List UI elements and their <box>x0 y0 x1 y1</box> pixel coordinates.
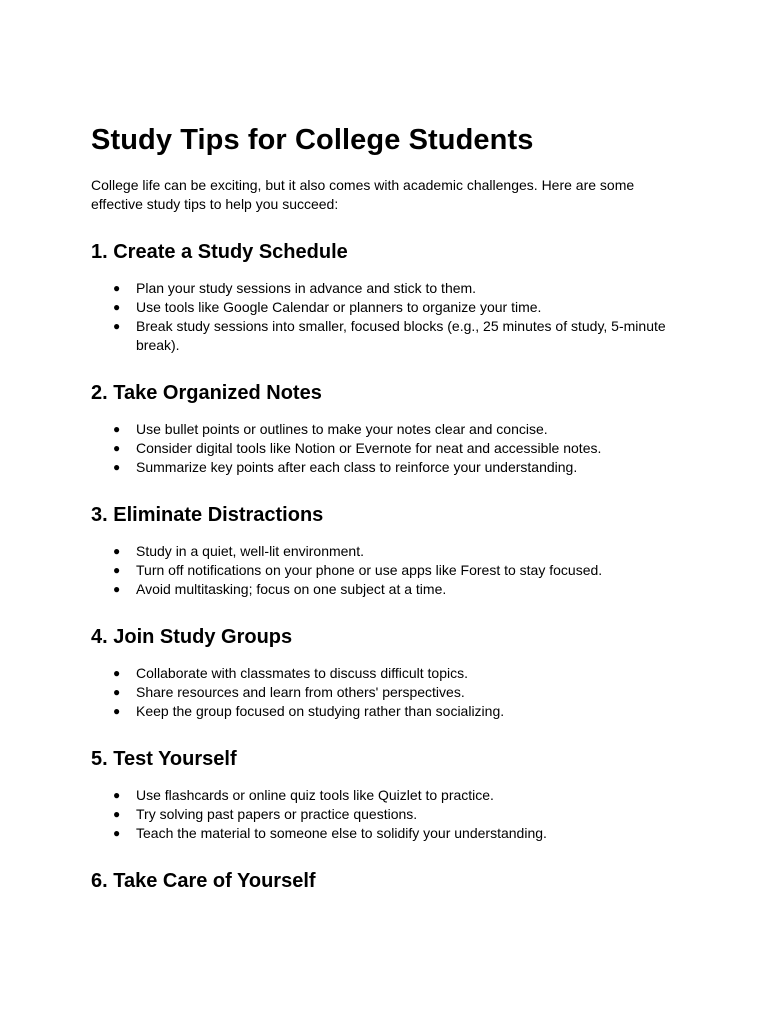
section-eliminate-distractions <box>91 502 681 599</box>
list-item <box>113 683 681 702</box>
bullet-icon: ● <box>113 319 121 333</box>
list-item <box>113 458 681 477</box>
section-heading: 5. Test Yourself <box>91 748 237 770</box>
list-item <box>113 298 681 317</box>
list-item-text: Summarize key points after each class to reinforce your understanding. <box>136 459 578 475</box>
section-heading: 6. Take Care of Yourself <box>91 870 316 892</box>
list-item-text: Try solving past papers or practice questions. <box>136 806 418 822</box>
list-item <box>113 542 681 561</box>
list-item-text: Use bullet points or outlines to make your notes clear and concise. <box>136 421 548 437</box>
bullet-icon: ● <box>113 563 121 577</box>
list-item <box>113 580 681 599</box>
tip-list <box>91 542 681 599</box>
list-item-text: Share resources and learn from others' perspectives. <box>136 684 465 700</box>
section-heading: 3. Eliminate Distractions <box>91 504 324 526</box>
list-item <box>113 561 681 580</box>
tip-list <box>91 420 681 477</box>
list-item <box>113 439 681 458</box>
bullet-icon: ● <box>113 704 121 718</box>
list-item-text: Teach the material to someone else to solidify your understanding. <box>136 825 547 841</box>
bullet-icon: ● <box>113 544 121 558</box>
list-item-text: Turn off notifications on your phone or use apps like Forest to stay focused. <box>136 562 603 578</box>
bullet-icon: ● <box>113 685 121 699</box>
list-item-text: Consider digital tools like Notion or Evernote for neat and accessible notes. <box>136 440 602 456</box>
section-organized-notes <box>91 380 681 477</box>
tip-list <box>91 786 681 843</box>
section-heading: 1. Create a Study Schedule <box>91 241 348 263</box>
section-test-yourself <box>91 746 681 843</box>
list-item-text: Use tools like Google Calendar or planners to organize your time. <box>136 299 542 315</box>
list-item <box>113 824 681 843</box>
list-item-text: Avoid multitasking; focus on one subject at a time. <box>136 581 447 597</box>
list-item-text: Study in a quiet, well-lit environment. <box>136 543 364 559</box>
list-item <box>113 317 681 355</box>
list-item-text: Keep the group focused on studying rather than socializing. <box>136 703 505 719</box>
list-item-text: Collaborate with classmates to discuss difficult topics. <box>136 665 468 681</box>
list-item <box>113 664 681 683</box>
bullet-icon: ● <box>113 788 121 802</box>
bullet-icon: ● <box>113 582 121 596</box>
bullet-icon: ● <box>113 460 121 474</box>
list-item-text: Plan your study sessions in advance and stick to them. <box>136 280 477 296</box>
list-item <box>113 786 681 805</box>
bullet-icon: ● <box>113 281 121 295</box>
bullet-icon: ● <box>113 666 121 680</box>
bullet-icon: ● <box>113 807 121 821</box>
list-item <box>113 279 681 298</box>
section-heading: 4. Join Study Groups <box>91 626 293 648</box>
section-self-care <box>91 868 681 894</box>
section-create-schedule <box>91 239 681 355</box>
section-heading: 2. Take Organized Notes <box>91 382 322 404</box>
tip-list <box>91 279 681 355</box>
section-study-groups <box>91 624 681 721</box>
bullet-icon: ● <box>113 422 121 436</box>
list-item <box>113 702 681 721</box>
bullet-icon: ● <box>113 300 121 314</box>
bullet-icon: ● <box>113 826 121 840</box>
bullet-icon: ● <box>113 441 121 455</box>
list-item-text: Use flashcards or online quiz tools like Quizlet to practice. <box>136 787 494 803</box>
list-item <box>113 805 681 824</box>
tip-list <box>91 664 681 721</box>
document-title: Study Tips for College Students <box>91 124 534 156</box>
list-item <box>113 420 681 439</box>
document-content <box>91 122 681 894</box>
list-item-text: Break study sessions into smaller, focused blocks (e.g., 25 minutes of study, 5-minute break). <box>136 318 666 353</box>
intro-paragraph: College life can be exciting, but it also comes with academic challenges. Here are some effective study tips to help you succeed: <box>91 177 635 212</box>
